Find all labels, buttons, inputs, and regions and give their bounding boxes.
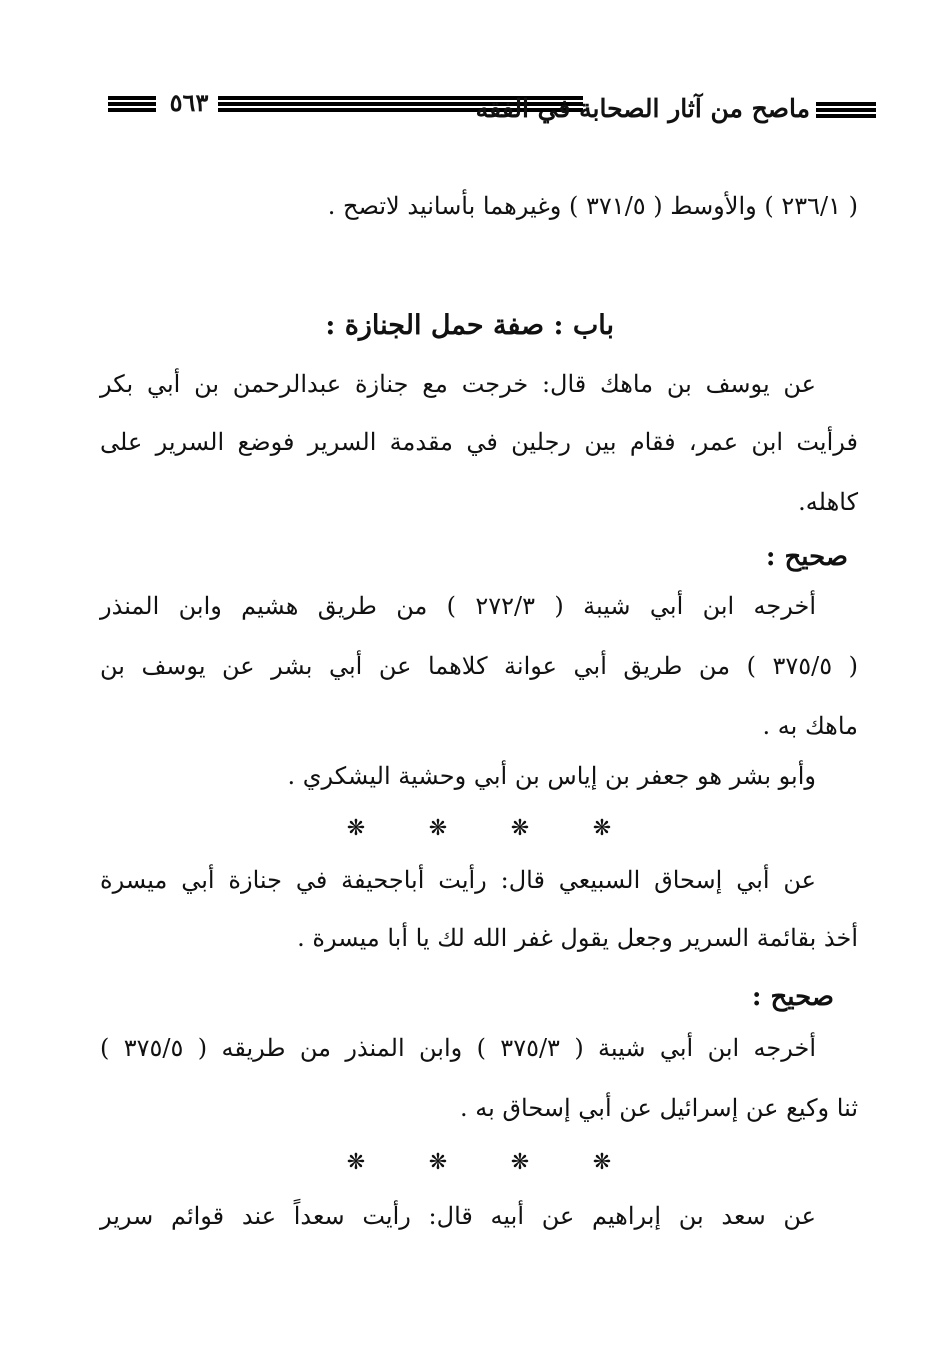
- header-rule-left: [108, 96, 156, 112]
- athar1-note: وأبو بشر هو جعفر بن إياس بن أبي وحشية اليشكري .: [287, 762, 816, 790]
- separator-stars-1: [344, 816, 614, 841]
- athar2-grade: صحيح :: [751, 982, 834, 1012]
- athar1-takhrij-line-2: ( ٣٧٥/٥ ) من طريق أبي عوانة كلاهما عن أبي بشر عن يوسف بن: [100, 652, 858, 680]
- athar1-line-1: عن يوسف بن ماهك قال: خرجت مع جنازة عبدالرحمن بن أبي بكر: [100, 370, 816, 398]
- athar1-line-2: فرأيت ابن عمر، فقام بين رجلين في مقدمة السرير فوضع السرير على: [100, 428, 858, 456]
- athar1-line-3: كاهله.: [798, 488, 858, 516]
- separator-star-icon: ❋: [346, 816, 366, 841]
- athar2-line-1: عن أبي إسحاق السبيعي قال: رأيت أباجحيفة في جنازة أبي ميسرة: [100, 866, 816, 894]
- separator-star-icon: ❋: [592, 816, 612, 841]
- running-header: [108, 88, 876, 128]
- header-rule-right: [816, 102, 876, 118]
- section-heading: باب : صفة حمل الجنازة :: [325, 310, 614, 341]
- separator-star-icon: ❋: [346, 1150, 366, 1175]
- athar1-takhrij-line-1: أخرجه ابن أبي شيبة ( ٢٧٢/٣ ) من طريق هشيم وابن المنذر: [100, 592, 816, 620]
- athar2-takhrij-line-1: أخرجه ابن أبي شيبة ( ٣٧٥/٣ ) وابن المنذر من طريقه ( ٣٧٥/٥ ): [100, 1034, 816, 1062]
- carryover-line: ( ٢٣٦/١ ) والأوسط ( ٣٧١/٥ ) وغيرهما بأسانيد لاتصح .: [327, 192, 858, 220]
- separator-star-icon: ❋: [592, 1150, 612, 1175]
- separator-star-icon: ❋: [510, 1150, 530, 1175]
- separator-star-icon: ❋: [510, 816, 530, 841]
- page-number: ٥٦٣: [169, 88, 209, 117]
- athar2-takhrij-line-2: ثنا وكيع عن إسرائيل عن أبي إسحاق به .: [460, 1094, 858, 1122]
- athar3-line-1: عن سعد بن إبراهيم عن أبيه قال: رأيت سعداً عند قوائم سرير: [100, 1202, 816, 1230]
- separator-star-icon: ❋: [428, 816, 448, 841]
- separator-star-icon: ❋: [428, 1150, 448, 1175]
- athar1-grade: صحيح :: [765, 542, 848, 572]
- athar1-takhrij-line-3: ماهك به .: [762, 712, 858, 740]
- separator-stars-2: [344, 1150, 614, 1175]
- athar2-line-2: أخذ بقائمة السرير وجعل يقول غفر الله لك يا أبا ميسرة .: [297, 924, 858, 952]
- running-title: ماصح من آثار الصحابة في الفقه: [475, 94, 810, 123]
